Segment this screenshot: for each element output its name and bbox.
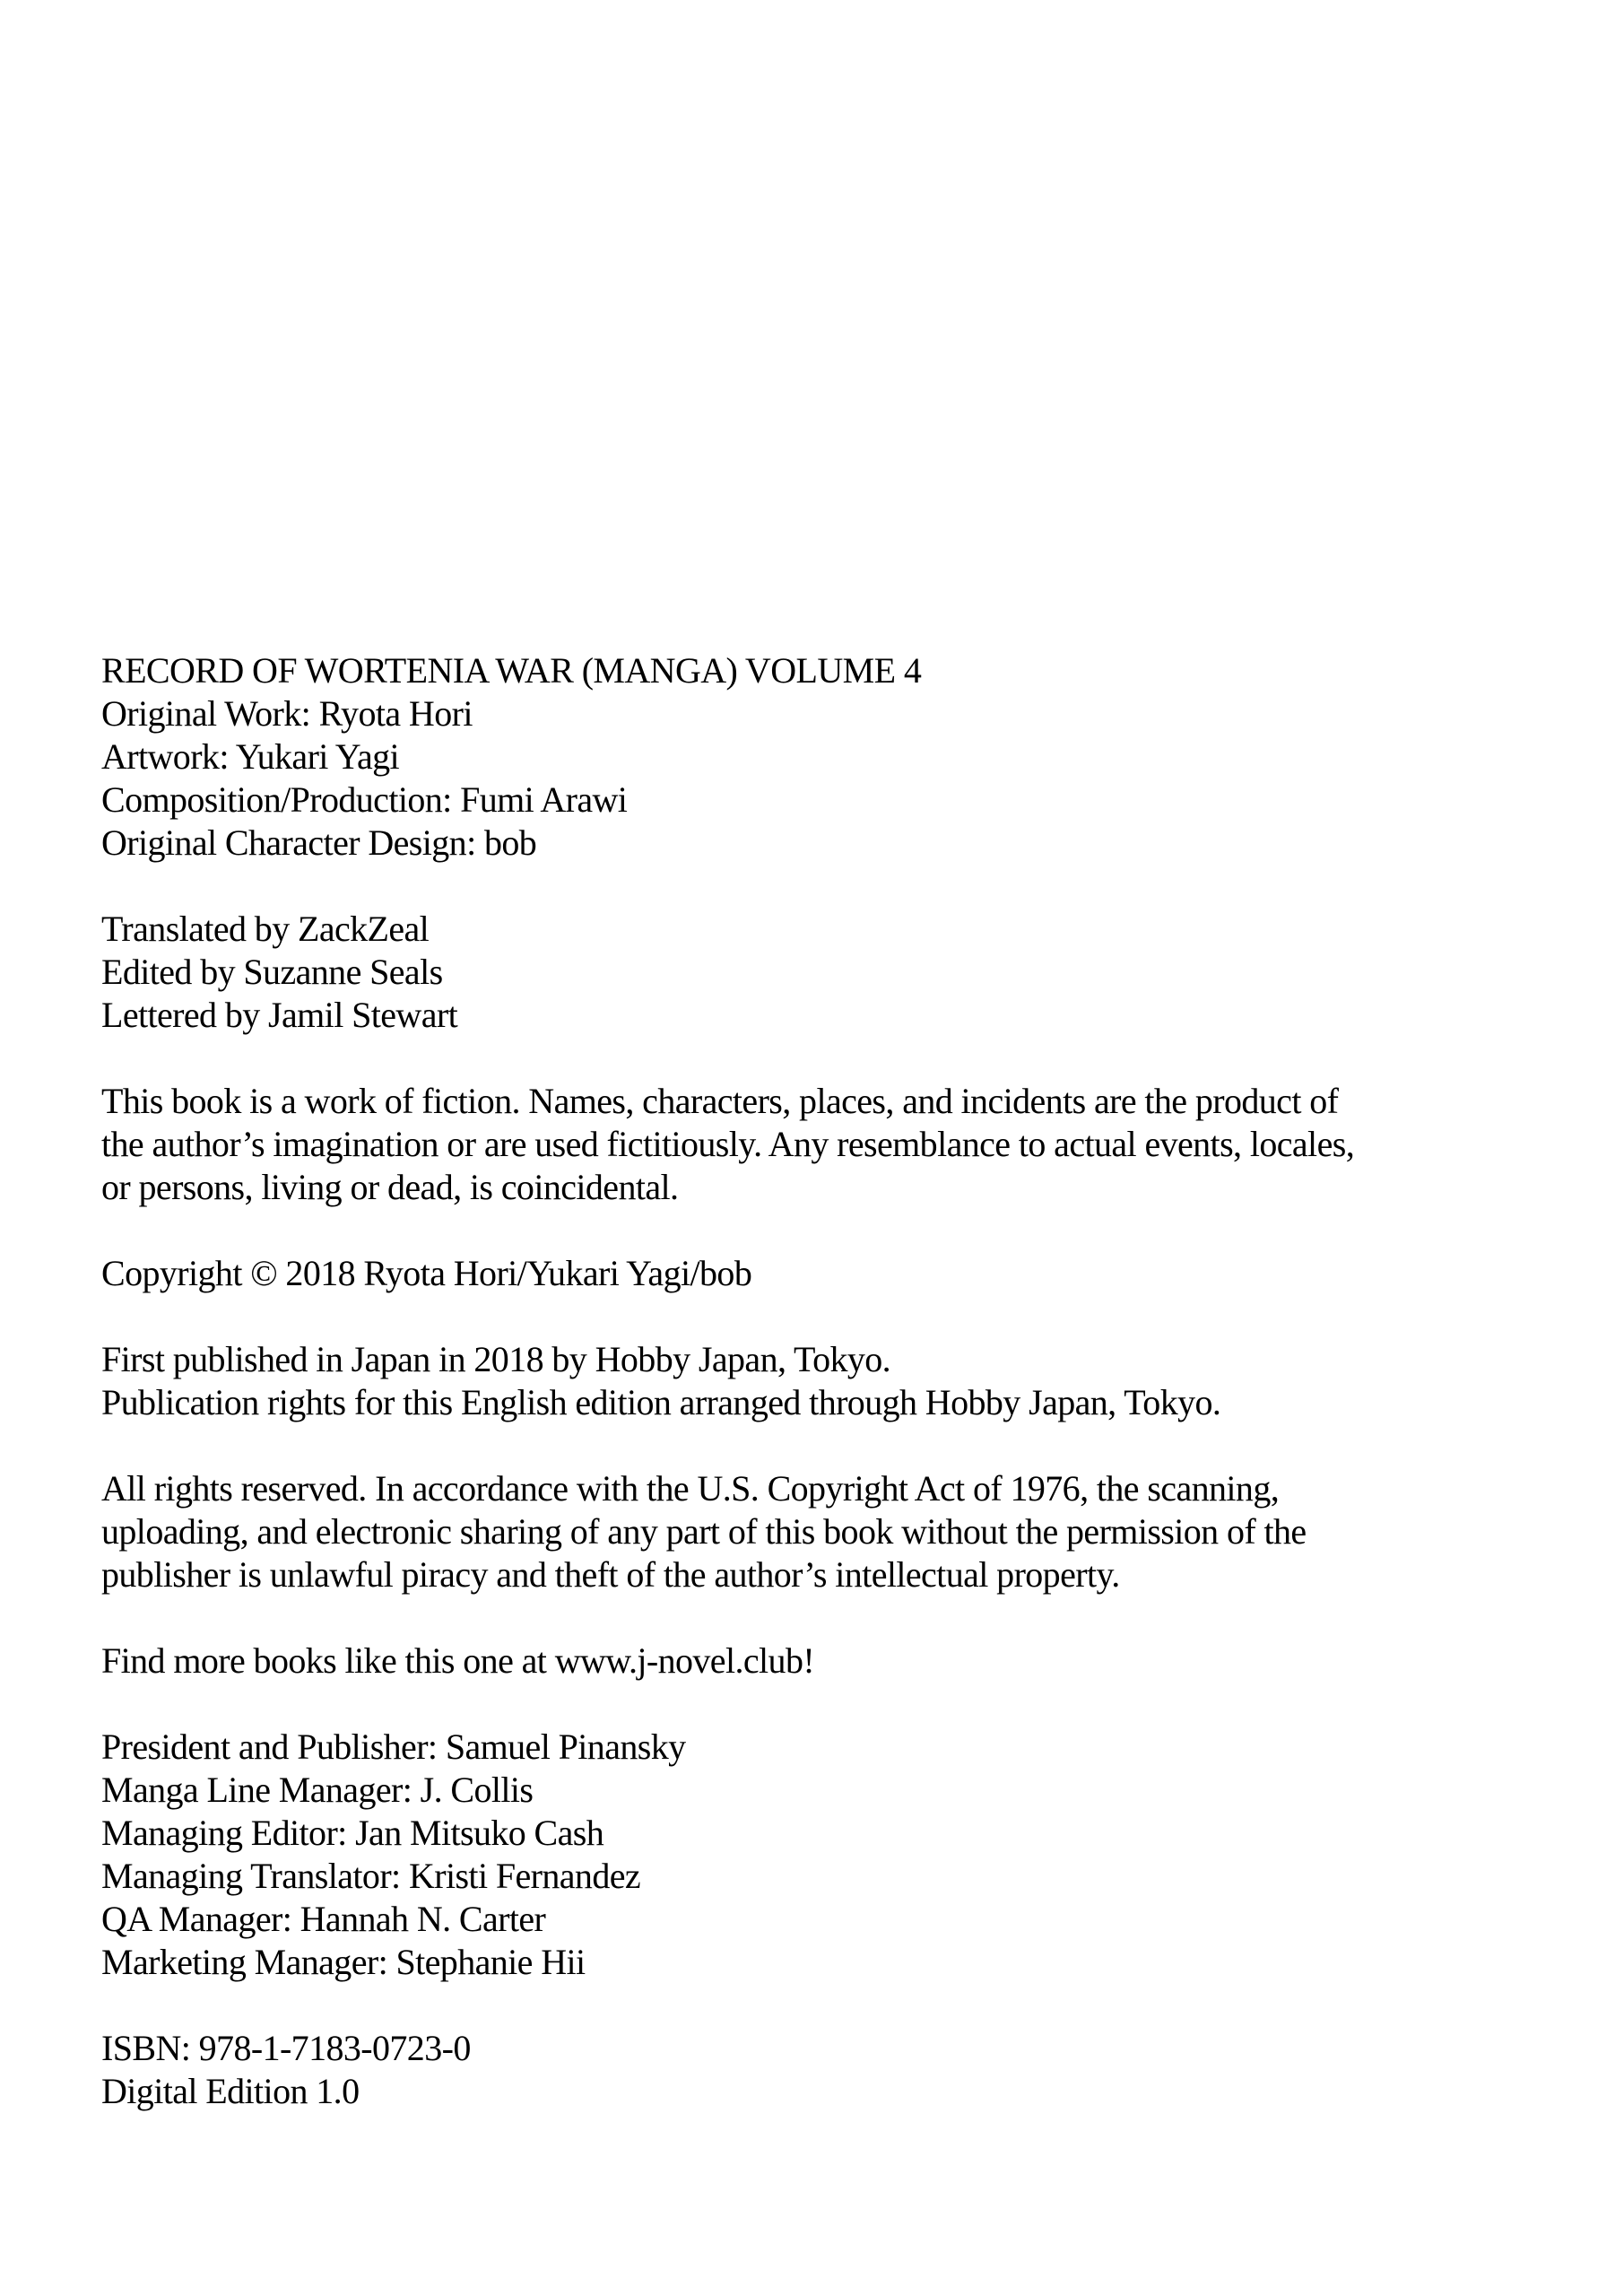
rights-line: publisher is unlawful piracy and theft of the author’s intellectual property. [101, 1554, 1120, 1595]
staff-president-publisher: President and Publisher: Samuel Pinansky [101, 1726, 686, 1767]
staff-managing-translator: Managing Translator: Kristi Fernandez [101, 1856, 641, 1896]
digital-edition-line: Digital Edition 1.0 [101, 2071, 360, 2111]
book-title: RECORD OF WORTENIA WAR (MANGA) VOLUME 4 [101, 650, 922, 691]
staff-managing-editor: Managing Editor: Jan Mitsuko Cash [101, 1813, 604, 1853]
promo-block [101, 1639, 1554, 1683]
publication-block [101, 1338, 1554, 1424]
copyright-block [101, 1252, 1554, 1295]
publication-rights-line: Publication rights for this English edition arranged through Hobby Japan, Tokyo. [101, 1382, 1221, 1422]
credit-original-work: Original Work: Ryota Hori [101, 693, 473, 734]
rights-reserved-paragraph [101, 1467, 1554, 1596]
credit-composition-production: Composition/Production: Fumi Arawi [101, 779, 628, 820]
book-credits-block [101, 649, 1554, 865]
edition-info-block [101, 2027, 1554, 2113]
disclaimer-line: This book is a work of fiction. Names, characters, places, and incidents are the product of [101, 1081, 1339, 1121]
first-published-line: First published in Japan in 2018 by Hobby Japan, Tokyo. [101, 1339, 891, 1379]
credit-artwork: Artwork: Yukari Yagi [101, 736, 400, 777]
translation-staff-block [101, 908, 1554, 1037]
staff-qa-manager: QA Manager: Hannah N. Carter [101, 1899, 546, 1939]
company-staff-block [101, 1726, 1554, 1984]
rights-line: uploading, and electronic sharing of any part of this book without the permission of the [101, 1511, 1307, 1552]
fiction-disclaimer-paragraph [101, 1080, 1554, 1209]
rights-line: All rights reserved. In accordance with the U.S. Copyright Act of 1976, the scanning, [101, 1468, 1280, 1509]
credit-character-design: Original Character Design: bob [101, 822, 537, 863]
disclaimer-line: the author’s imagination or are used fictitiously. Any resemblance to actual events, locales, [101, 1124, 1355, 1164]
find-more-books-line: Find more books like this one at www.j-novel.club! [101, 1640, 815, 1681]
staff-marketing-manager: Marketing Manager: Stephanie Hii [101, 1942, 586, 1982]
staff-manga-line-manager: Manga Line Manager: J. Collis [101, 1770, 534, 1810]
colophon-page [101, 649, 1554, 2113]
credit-editor: Edited by Suzanne Seals [101, 952, 443, 992]
disclaimer-line: or persons, living or dead, is coincidental. [101, 1167, 679, 1207]
isbn-line: ISBN: 978-1-7183-0723-0 [101, 2028, 471, 2068]
credit-letterer: Lettered by Jamil Stewart [101, 995, 458, 1035]
copyright-notice: Copyright © 2018 Ryota Hori/Yukari Yagi/bob [101, 1253, 752, 1293]
credit-translator: Translated by ZackZeal [101, 909, 430, 949]
